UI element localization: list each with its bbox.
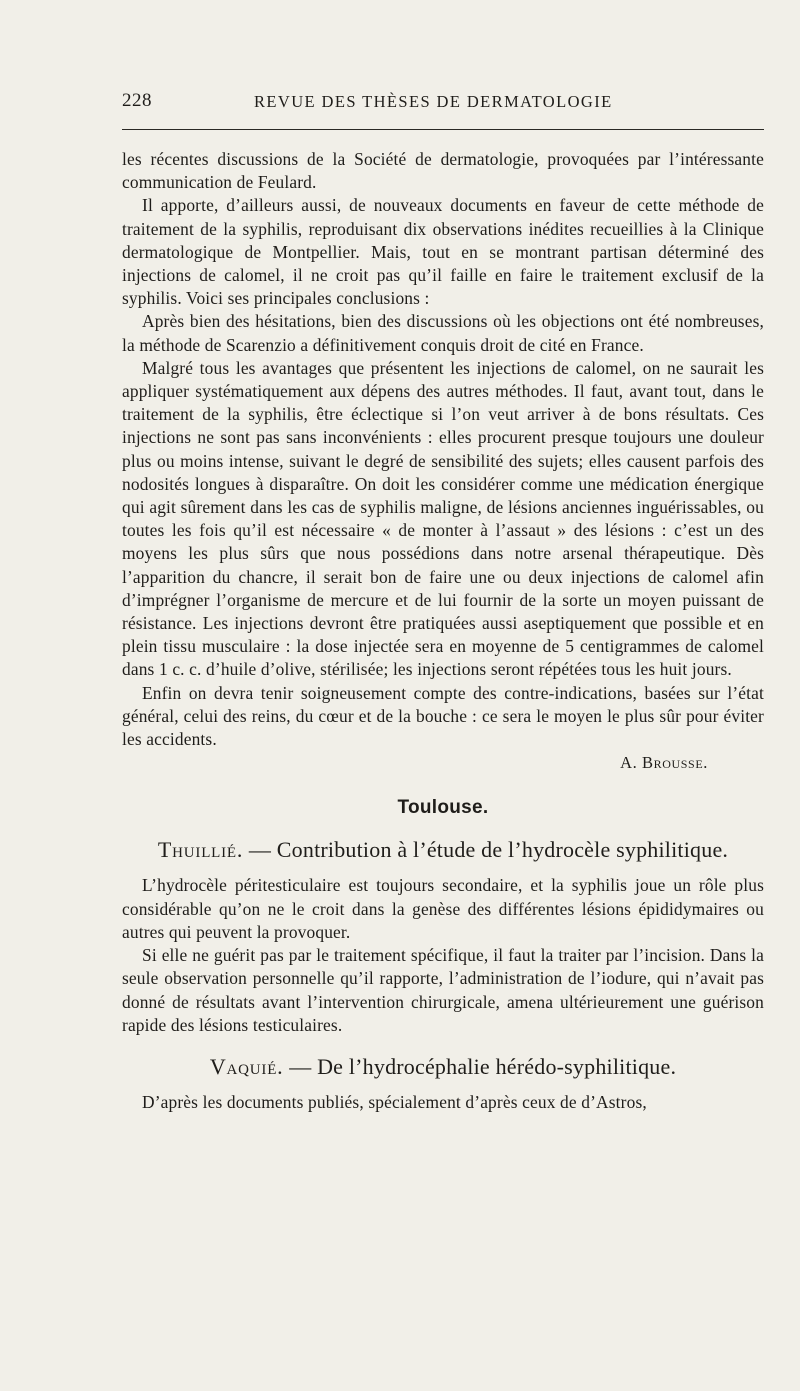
entry-author: Thuillié. (157, 837, 244, 863)
page-body (122, 148, 764, 1114)
paragraph: L’hydrocèle péritesticulaire est toujours secondaire, et la syphilis joue un rôle plus considérable qu’on ne le croit dans la genèse des différentes lésions épididymaires ou autres qui peuvent la provoquer. (122, 875, 764, 942)
article-hydrocele (122, 836, 764, 1036)
paragraph: Après bien des hésitations, bien des discussions où les objections ont été nombreuses, la méthode de Scarenzio a définitivement conquis droit de cité en France. (122, 311, 764, 355)
page-number: 228 (122, 90, 152, 111)
paragraph: D’après les documents publiés, spécialement d’après ceux de d’Astros, (142, 1091, 647, 1112)
paragraph: Il apporte, d’ailleurs aussi, de nouveaux documents en faveur de cette méthode de traitement de la syphilis, reproduisant dix observations inédites recueillies à la Clinique dermatologique de Montpellier. Mais, tout en se montrant partisan déterminé des injections de calomel, il ne croit pas qu’il faille en faire le traitement exclusif de la syphilis. Voici ses principales conclusions : (122, 195, 764, 309)
article-hydrocephalie (122, 1053, 764, 1114)
entry-heading (122, 836, 764, 864)
entry-title: — Contribution à l’étude de l’hydrocèle syphilitique. (248, 837, 729, 863)
paragraph: Malgré tous les avantages que présentent les injections de calomel, on ne saurait les appliquer systématiquement aux dépens des autres méthodes. Il faut, avant tout, dans le traitement de la syphilis, être éclectique si l’on veut arriver à de bons résultats. Ces injections ne sont pas sans inconvénients : elles procurent presque toujours une douleur plus ou moins intense, suivant le degré de sensibilité des sujets; elles causent parfois des nodosités longues à disparaître. On doit les considérer comme une médication énergique qui agit sûrement dans les cas de syphilis maligne, de lésions anciennes inguérissables, ou toutes les fois qu’il est nécessaire « de monter à l’assaut » des lésions : c’est un des moyens les plus sûrs que nous possédions dans notre arsenal thérapeutique. Dès l’apparition du chancre, il serait bon de faire une ou deux injections de calomel afin d’imprégner l’organisme de mercure et de lui fournir de la sorte un moyen puissant de résistance. Les injections devront être pratiquées aussi aseptiquement que possible et en plein tissu musculaire : la dose injectée sera en moyenne de 5 centigrammes de calomel dans 1 c. c. d’huile d’olive, stérilisée; les injections seront répétées tous les huit jours. (122, 357, 764, 680)
page-header (122, 90, 764, 118)
paragraph: les récentes discussions de la Société de dermatologie, provoquées par l’intéressante communication de Feulard. (122, 149, 764, 193)
author-signature: A. Brousse. (620, 753, 708, 773)
entry-title: — De l’hydrocéphalie hérédo-syphilitique. (289, 1053, 677, 1079)
header-rule (122, 129, 764, 130)
section-heading: Toulouse. (397, 797, 489, 819)
running-title: REVUE DES THÈSES DE DERMATOLOGIE (254, 92, 613, 111)
entry-heading (122, 1053, 764, 1081)
entry-author: Vaquié. (209, 1053, 284, 1079)
paragraph: Si elle ne guérit pas par le traitement spécifique, il faut la traiter par l’incision. Dans la seule observation personnelle qu’il rapporte, l’administration de l’iodure, qui n’avait pas donné de résultats avant l’intervention chirurgicale, amena ultérieurement une guérison rapide des lésions testiculaires. (122, 945, 764, 1035)
article-calomel-injections (122, 148, 764, 774)
paragraph: Enfin on devra tenir soigneusement compte des contre-indications, basées sur l’état général, celui des reins, du cœur et de la bouche : ce sera le moyen le plus sûr pour éviter les accidents. (122, 682, 764, 750)
